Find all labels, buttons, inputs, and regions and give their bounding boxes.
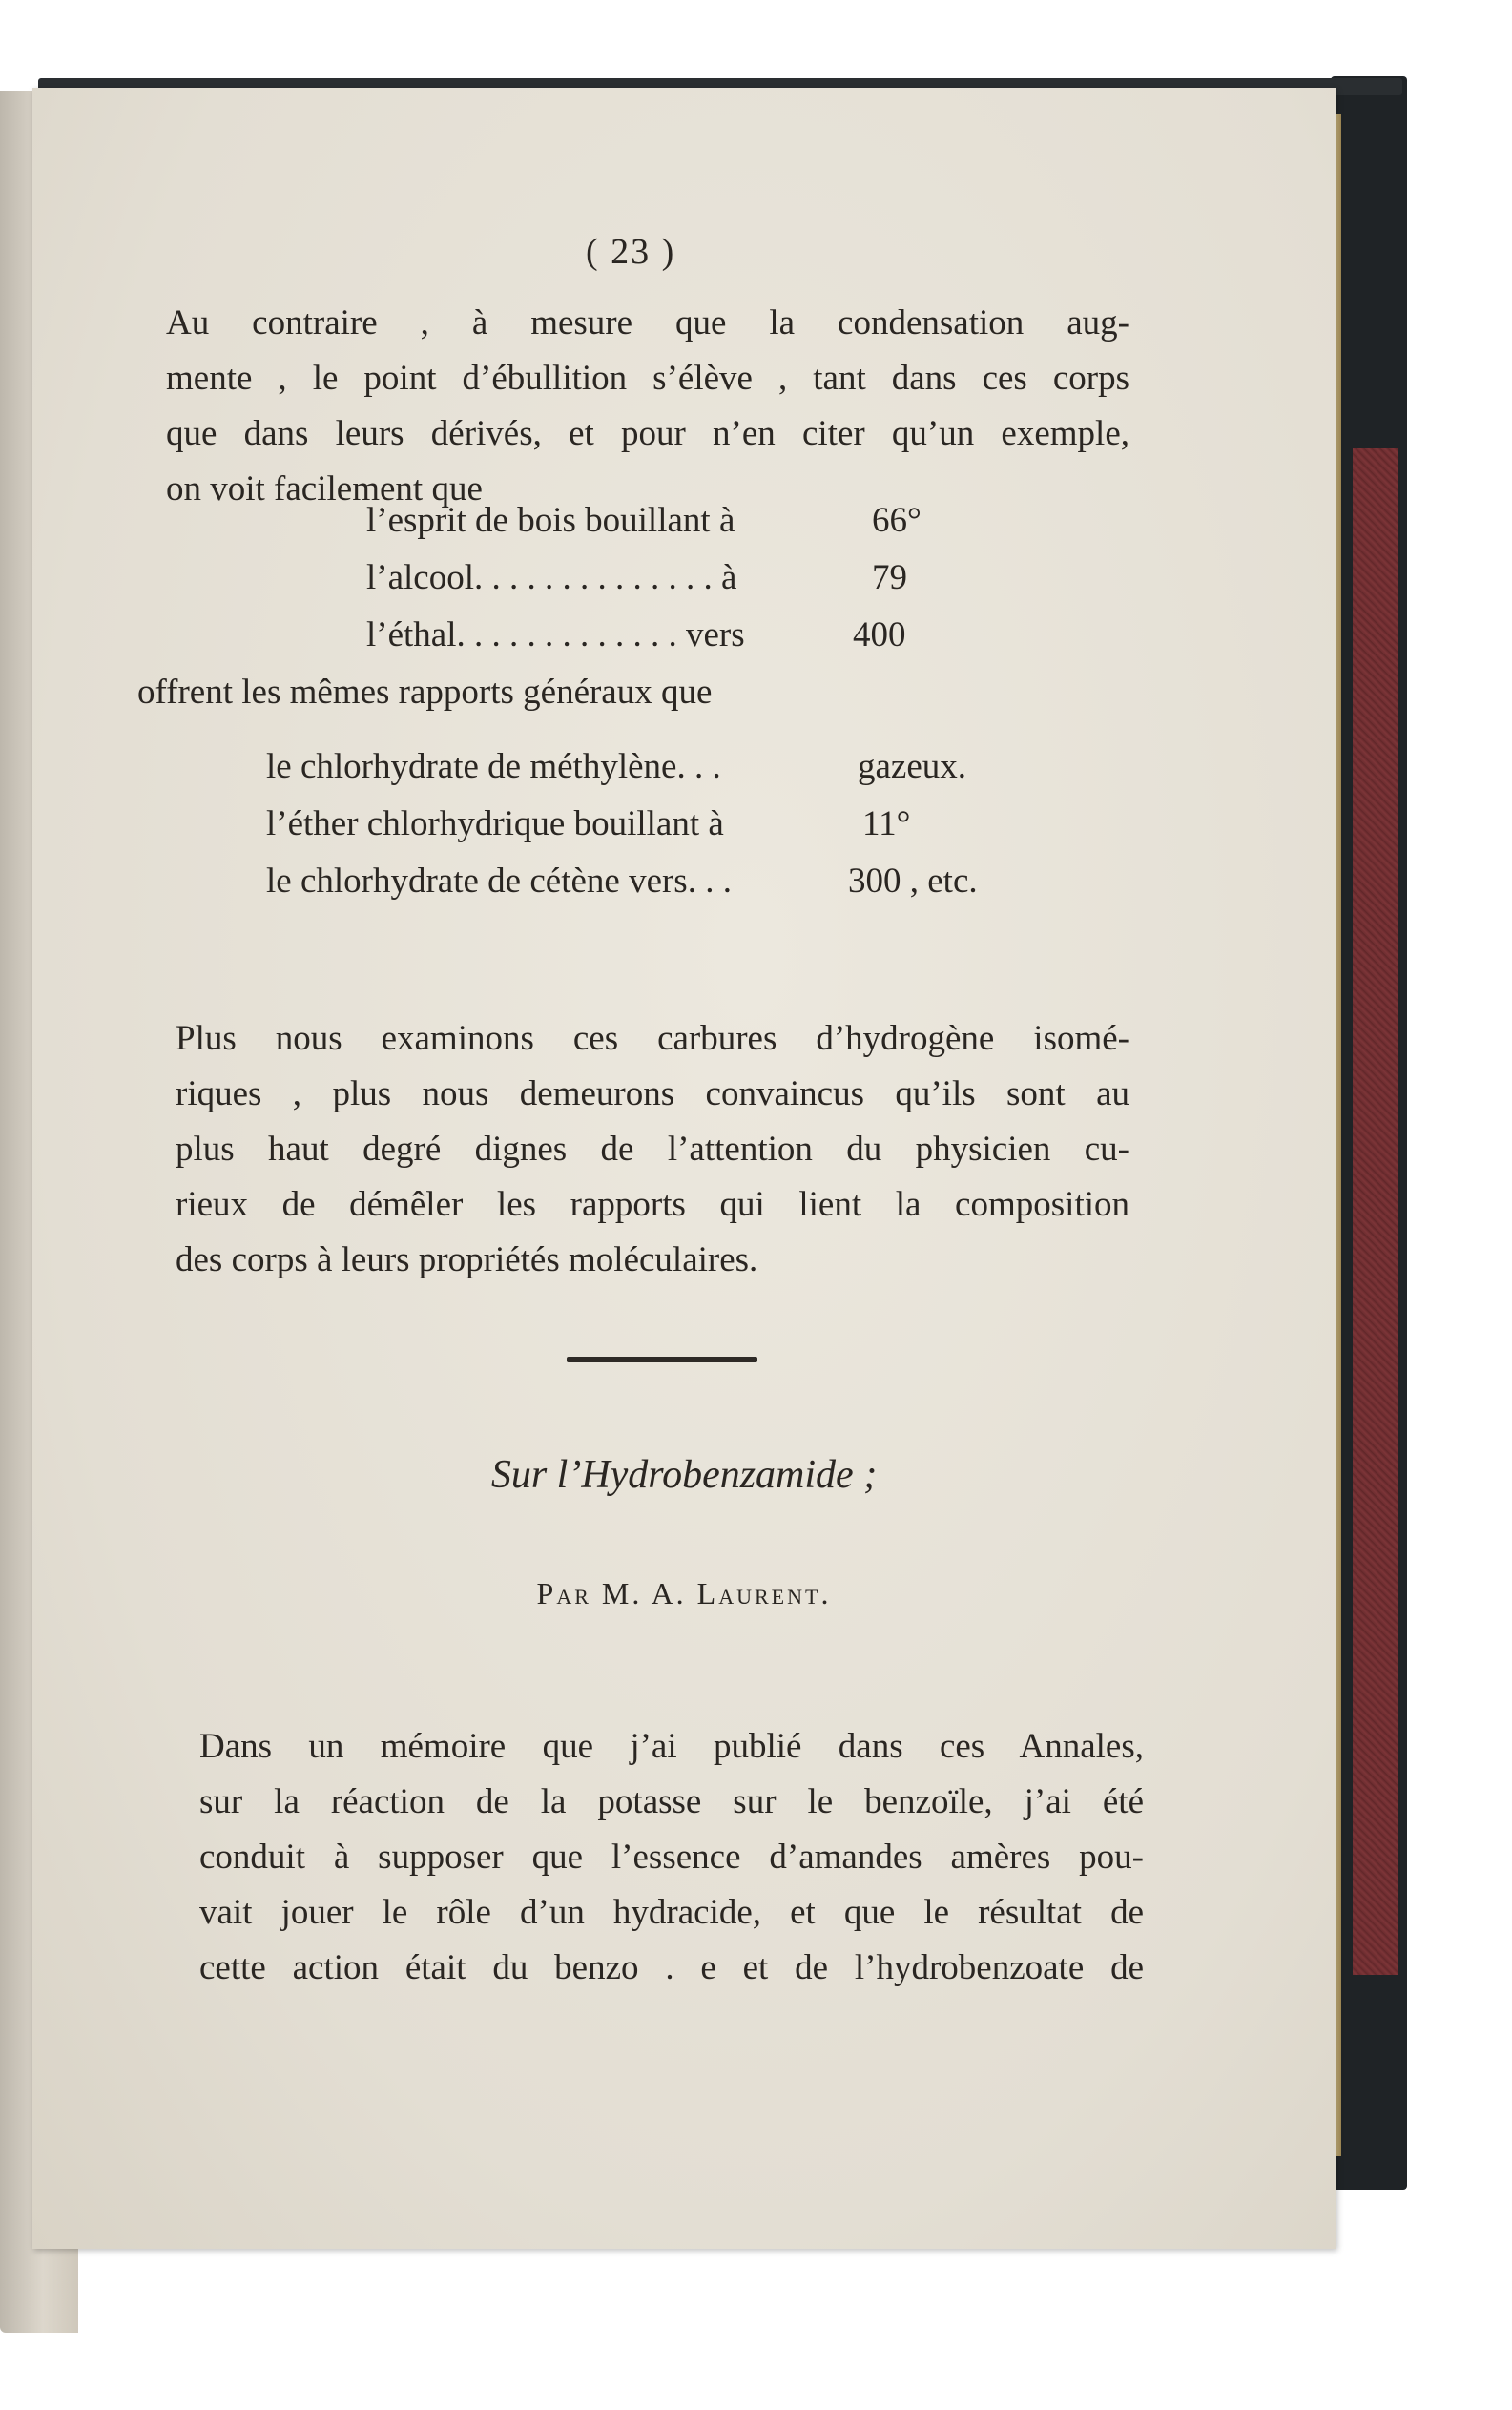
- book-spine-leather: [1353, 448, 1398, 1975]
- text-line: vait jouer le rôle d’un hydracide, et que le résultat de: [199, 1893, 1144, 1932]
- boiling-value: 300 , etc.: [848, 862, 978, 901]
- compound-label: le chlorhydrate de méthylène. . .: [266, 747, 721, 786]
- paragraph-memoire: [199, 1719, 1144, 1996]
- compound-label: l’esprit de bois bouillant à: [366, 501, 735, 540]
- text-line: conduit à supposer que l’essence d’amandes amères pou-: [199, 1838, 1144, 1877]
- text-line: cette action était du benzo . e et de l’hydrobenzoate de: [199, 1948, 1144, 1987]
- boiling-value: 11°: [862, 804, 911, 843]
- paragraph-rapports: offrent les mêmes rapports généraux que: [137, 673, 713, 712]
- text-line: on voit facilement que: [166, 469, 483, 509]
- compound-label: l’éther chlorhydrique bouillant à: [266, 804, 724, 843]
- boiling-value: 79: [872, 558, 907, 597]
- compound-label: le chlorhydrate de cétène vers. . .: [266, 862, 732, 901]
- page-number: ( 23 ): [586, 232, 676, 272]
- boiling-value: gazeux.: [858, 747, 967, 786]
- text-line: Plus nous examinons ces carbures d’hydrogène isomé-: [176, 1019, 1129, 1058]
- text-line: que dans leurs dérivés, et pour n’en citer qu’un exemple,: [166, 414, 1129, 453]
- article-title: Sur l’Hydrobenzamide ;: [490, 1453, 878, 1497]
- compound-label: l’alcool. . . . . . . . . . . . . . à: [366, 558, 737, 597]
- text-line: des corps à leurs propriétés moléculaires.: [176, 1240, 758, 1279]
- boiling-value: 66°: [872, 501, 922, 540]
- text-line: rieux de démêler les rapports qui lient la composition: [176, 1185, 1129, 1224]
- boiling-value: 400: [853, 615, 906, 654]
- text-line: sur la réaction de la potasse sur le benzoïle, j’ai été: [199, 1782, 1144, 1821]
- paragraph-carbures: [176, 1011, 1129, 1288]
- text-line: Dans un mémoire que j’ai publié dans ces Annales,: [199, 1727, 1144, 1766]
- text-line: plus haut degré dignes de l’attention du physicien cu-: [176, 1130, 1129, 1169]
- compound-label: l’éthal. . . . . . . . . . . . . vers: [366, 615, 745, 654]
- section-divider: [567, 1357, 757, 1362]
- text-line: Au contraire , à mesure que la condensation aug-: [166, 303, 1129, 343]
- text-line: riques , plus nous demeurons convaincus qu’ils sont au: [176, 1074, 1129, 1113]
- paragraph-condensation: [166, 296, 1129, 517]
- text-line: mente , le point d’ébullition s’élève , tant dans ces corps: [166, 359, 1129, 398]
- author-byline: Par M. A. Laurent.: [536, 1576, 832, 1610]
- book-page: [32, 88, 1336, 2249]
